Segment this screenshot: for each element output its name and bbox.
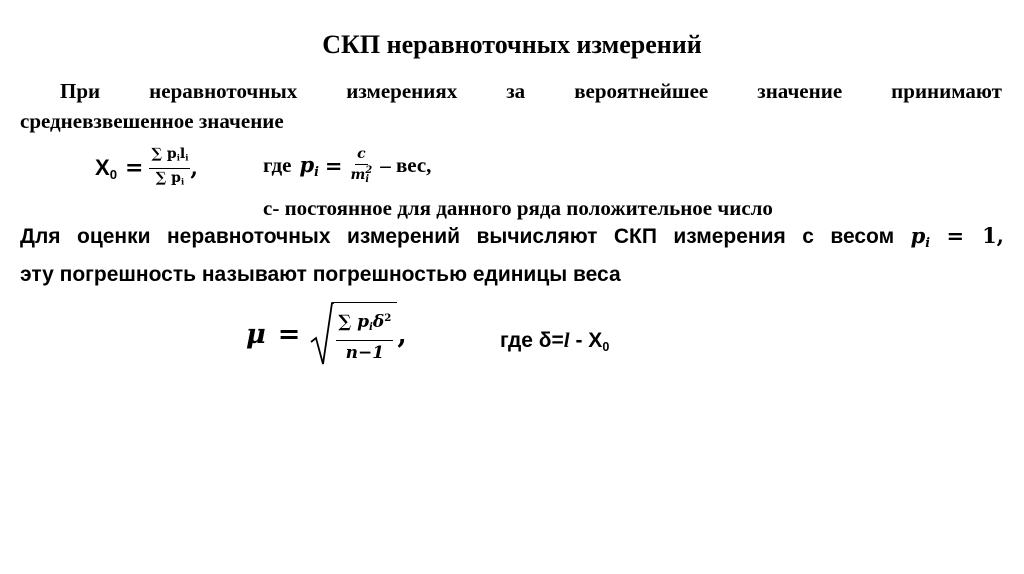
comma: , [190, 155, 199, 182]
fraction-denominator: m 2 i [350, 165, 373, 185]
fraction-denominator: n−1 [345, 342, 385, 363]
fraction-numerator: ∑ $p_il_i$ [149, 146, 190, 169]
weight-definition [263, 146, 431, 184]
slide-title: СКП неравноточных измерений [322, 30, 702, 59]
equals-sign: = [277, 318, 301, 350]
intro-paragraph [20, 76, 1002, 136]
equals-sign: = [125, 155, 144, 182]
constant-definition: с- постоянное для данного ряда положительное число [263, 196, 773, 220]
weight-label: – вес, [380, 152, 432, 177]
comma: , [397, 318, 407, 350]
radical-sign-icon [310, 302, 334, 366]
fraction-denominator: ∑ $p_i$ [155, 169, 185, 187]
intro-line-2: средневзвешенное значение [20, 109, 284, 133]
weighted-mean-fraction [149, 146, 190, 190]
intro-line-1: При неравноточных измерениях за вероятнейшее значение принимают [60, 79, 1002, 103]
where-label: где [263, 152, 292, 177]
mu-fraction [336, 307, 393, 363]
weighted-mean-formula [95, 146, 198, 190]
square-root [310, 302, 397, 366]
radicand [334, 302, 397, 366]
x0-symbol: $X_0$ [95, 154, 118, 182]
p-i-symbol: $p_i$ [299, 151, 319, 179]
unit-weight-error-formula [246, 302, 407, 366]
fraction-numerator: c [355, 146, 368, 165]
fraction-numerator: ∑ $p_i\delta^2$ [336, 307, 393, 340]
equals-sign: = [324, 152, 343, 178]
unit-weight-line-1: Для оценки неравноточных измерений вычисляют СКП измерения с весом $p_i = 1$, [20, 223, 1004, 250]
weight-fraction [349, 146, 375, 184]
unit-weight-line-2: эту погрешность называют погрешностью единицы веса [20, 262, 621, 286]
delta-definition: где $\delta=l - X_0$ [500, 328, 610, 354]
unit-weight-paragraph [20, 220, 1004, 291]
mu-symbol: μ [246, 318, 266, 350]
